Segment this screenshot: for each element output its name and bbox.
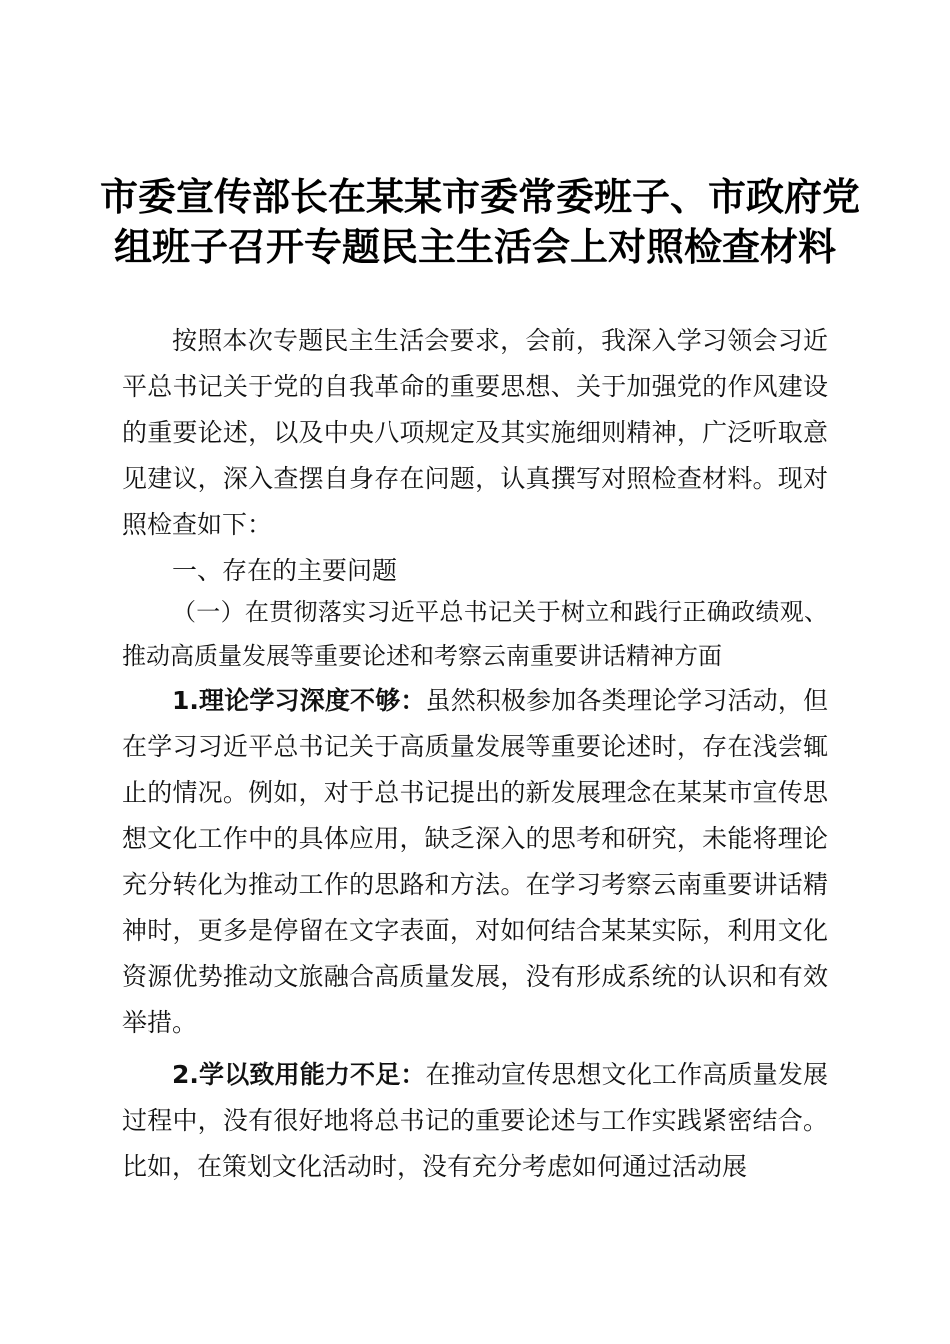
document-body xyxy=(122,318,828,1190)
section-heading-1: 一、存在的主要问题 xyxy=(172,556,398,585)
intro-paragraph: 按照本次专题民主生活会要求，会前，我深入学习领会习近平总书记关于党的自我革命的重要思想、关于加强党的作风建设的重要论述，以及中央八项规定及其实施细则精神，广泛听取意见建议，深入查摆自身存在问题，认真撰写对照检查材料。现对照检查如下： xyxy=(122,326,828,539)
subsection-heading-1: （一）在贯彻落实习近平总书记关于树立和践行正确政绩观、推动高质量发展等重要论述和考察云南重要讲话精神方面 xyxy=(122,598,828,670)
item-2-text: 在推动宣传思想文化工作高质量发展过程中，没有很好地将总书记的重要论述与工作实践紧密结合。比如，在策划文化活动时，没有充分考虑如何通过活动展 xyxy=(122,1060,828,1181)
title-line-1: 市委宣传部长在某某市委常委班子、市政府党 xyxy=(100,174,861,219)
title-line-2: 组班子召开专题民主生活会上对照检查材料 xyxy=(113,224,836,269)
item-2-paragraph xyxy=(122,1052,828,1190)
item-1-text: 虽然积极参加各类理论学习活动，但在学习习近平总书记关于高质量发展等重要论述时，存在浅尝辄止的情况。例如，对于总书记提出的新发展理念在某某市宣传思想文化工作中的具体应用，缺乏深入的思考和研究，未能将理论充分转化为推动工作的思路和方法。在学习考察云南重要讲话精神时，更多是停留在文字表面，对如何结合某某实际，利用文化资源优势推动文旅融合高质量发展，没有形成系统的认识和有效举措。 xyxy=(122,686,828,1037)
item-1-lead: 1.理论学习深度不够： xyxy=(172,686,426,715)
item-2-lead: 2.学以致用能力不足： xyxy=(172,1060,426,1089)
document-title xyxy=(100,172,861,272)
item-1-paragraph xyxy=(122,678,828,1046)
